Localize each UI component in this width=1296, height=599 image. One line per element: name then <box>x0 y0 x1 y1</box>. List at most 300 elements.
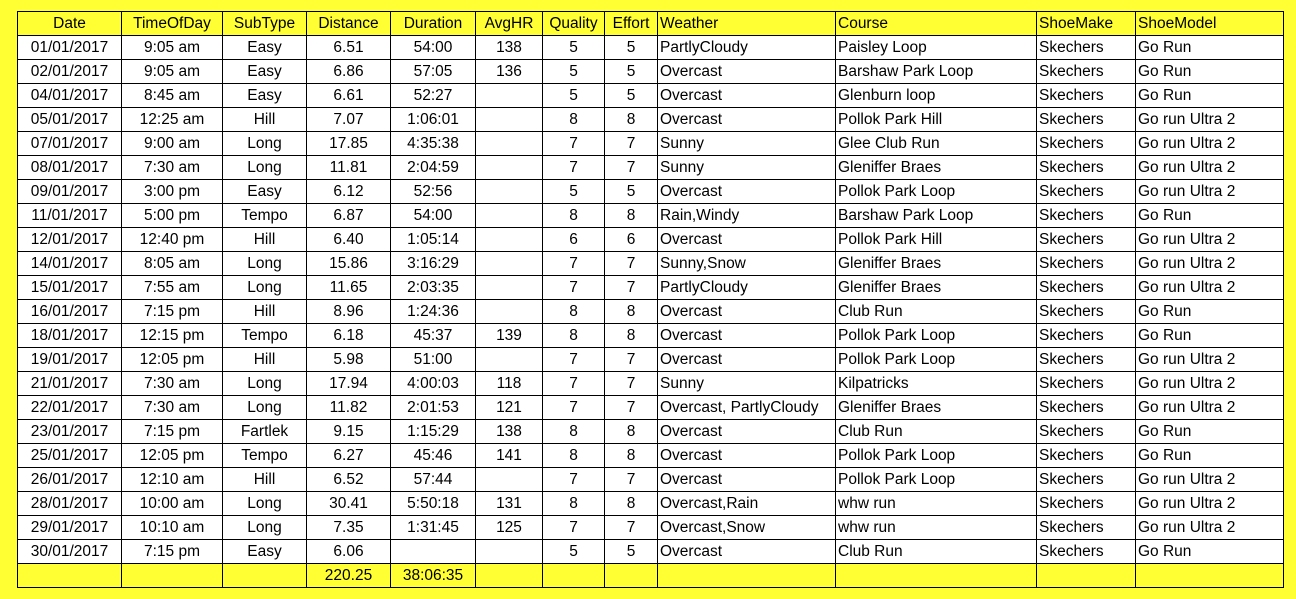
cell-course[interactable]: Gleniffer Braes <box>836 252 1037 276</box>
cell-weather[interactable]: Overcast,Rain <box>658 492 836 516</box>
cell-course[interactable]: Gleniffer Braes <box>836 156 1037 180</box>
cell-duration[interactable]: 45:37 <box>391 324 476 348</box>
cell-shoemake[interactable]: Skechers <box>1037 36 1136 60</box>
cell-subtype[interactable]: Easy <box>223 84 307 108</box>
cell-course[interactable]: Paisley Loop <box>836 36 1037 60</box>
cell-course[interactable]: Pollok Park Loop <box>836 324 1037 348</box>
cell-shoemake[interactable]: Skechers <box>1037 444 1136 468</box>
cell-shoemodel[interactable]: Go run Ultra 2 <box>1136 372 1284 396</box>
cell-weather[interactable]: Overcast <box>658 324 836 348</box>
cell-subtype[interactable]: Hill <box>223 228 307 252</box>
table-row <box>18 540 1284 564</box>
cell-shoemodel[interactable]: Go run Ultra 2 <box>1136 180 1284 204</box>
cell-quality[interactable]: 5 <box>543 540 605 564</box>
cell-avghr[interactable]: 136 <box>476 60 543 84</box>
cell-subtype[interactable]: Hill <box>223 300 307 324</box>
cell-quality[interactable]: 7 <box>543 252 605 276</box>
cell-avghr[interactable] <box>476 84 543 108</box>
cell-shoemake[interactable]: Skechers <box>1037 420 1136 444</box>
cell-avghr[interactable]: 131 <box>476 492 543 516</box>
cell-subtype[interactable]: Easy <box>223 540 307 564</box>
cell-duration[interactable]: 52:56 <box>391 180 476 204</box>
cell-distance[interactable]: 6.87 <box>307 204 391 228</box>
cell-course[interactable]: Pollok Park Loop <box>836 468 1037 492</box>
cell-shoemake[interactable]: Skechers <box>1037 84 1136 108</box>
cell-date[interactable]: 05/01/2017 <box>18 108 122 132</box>
cell-duration[interactable]: 57:05 <box>391 60 476 84</box>
cell-quality[interactable]: 5 <box>543 180 605 204</box>
cell-date[interactable]: 08/01/2017 <box>18 156 122 180</box>
cell-duration[interactable]: 57:44 <box>391 468 476 492</box>
cell-duration[interactable]: 51:00 <box>391 348 476 372</box>
cell-weather[interactable]: Sunny <box>658 156 836 180</box>
cell-avghr[interactable] <box>476 156 543 180</box>
cell-quality[interactable]: 7 <box>543 132 605 156</box>
cell-shoemake[interactable]: Skechers <box>1037 276 1136 300</box>
cell-weather[interactable]: Overcast <box>658 60 836 84</box>
cell-subtype[interactable]: Fartlek <box>223 420 307 444</box>
cell-shoemake[interactable]: Skechers <box>1037 372 1136 396</box>
cell-date[interactable]: 28/01/2017 <box>18 492 122 516</box>
cell-effort[interactable]: 8 <box>605 492 658 516</box>
cell-shoemodel[interactable]: Go run Ultra 2 <box>1136 132 1284 156</box>
cell-subtype[interactable]: Long <box>223 516 307 540</box>
cell-timeofday[interactable]: 7:30 am <box>122 396 223 420</box>
cell-subtype[interactable]: Long <box>223 156 307 180</box>
cell-course[interactable]: Barshaw Park Loop <box>836 60 1037 84</box>
cell-subtype[interactable]: Long <box>223 396 307 420</box>
cell-effort[interactable]: 5 <box>605 36 658 60</box>
cell-date[interactable]: 01/01/2017 <box>18 36 122 60</box>
cell-weather[interactable]: Rain,Windy <box>658 204 836 228</box>
cell-subtype[interactable]: Easy <box>223 180 307 204</box>
cell-duration[interactable]: 2:04:59 <box>391 156 476 180</box>
cell-weather[interactable]: PartlyCloudy <box>658 276 836 300</box>
cell-duration[interactable]: 1:06:01 <box>391 108 476 132</box>
cell-weather[interactable]: Overcast <box>658 180 836 204</box>
cell-course[interactable]: Pollok Park Loop <box>836 180 1037 204</box>
cell-weather[interactable]: PartlyCloudy <box>658 36 836 60</box>
cell-distance[interactable]: 6.86 <box>307 60 391 84</box>
cell-timeofday[interactable]: 12:15 pm <box>122 324 223 348</box>
cell-timeofday[interactable]: 9:00 am <box>122 132 223 156</box>
table-row <box>18 300 1284 324</box>
cell-date[interactable]: 23/01/2017 <box>18 420 122 444</box>
cell-distance[interactable]: 11.82 <box>307 396 391 420</box>
cell-course[interactable]: Club Run <box>836 540 1037 564</box>
cell-quality[interactable]: 8 <box>543 108 605 132</box>
cell-distance[interactable]: 15.86 <box>307 252 391 276</box>
cell-shoemake[interactable]: Skechers <box>1037 108 1136 132</box>
cell-shoemake[interactable]: Skechers <box>1037 156 1136 180</box>
cell-date[interactable]: 09/01/2017 <box>18 180 122 204</box>
cell-shoemake[interactable]: Skechers <box>1037 540 1136 564</box>
cell-duration[interactable]: 2:03:35 <box>391 276 476 300</box>
cell-weather[interactable]: Overcast, PartlyCloudy <box>658 396 836 420</box>
cell-date[interactable]: 19/01/2017 <box>18 348 122 372</box>
cell-shoemake[interactable]: Skechers <box>1037 132 1136 156</box>
total-cell-course[interactable] <box>836 564 1037 588</box>
cell-course[interactable]: Pollok Park Hill <box>836 108 1037 132</box>
cell-course[interactable]: Club Run <box>836 420 1037 444</box>
cell-course[interactable]: Pollok Park Loop <box>836 348 1037 372</box>
cell-shoemodel[interactable]: Go run Ultra 2 <box>1136 516 1284 540</box>
cell-distance[interactable]: 17.94 <box>307 372 391 396</box>
cell-avghr[interactable] <box>476 276 543 300</box>
total-cell-date[interactable] <box>18 564 122 588</box>
table-row <box>18 132 1284 156</box>
cell-timeofday[interactable]: 10:00 am <box>122 492 223 516</box>
cell-duration[interactable]: 1:24:36 <box>391 300 476 324</box>
cell-avghr[interactable]: 138 <box>476 420 543 444</box>
cell-timeofday[interactable]: 8:05 am <box>122 252 223 276</box>
cell-timeofday[interactable]: 12:10 am <box>122 468 223 492</box>
cell-timeofday[interactable]: 7:30 am <box>122 372 223 396</box>
cell-avghr[interactable]: 138 <box>476 36 543 60</box>
cell-distance[interactable]: 6.52 <box>307 468 391 492</box>
cell-weather[interactable]: Overcast <box>658 84 836 108</box>
cell-shoemake[interactable]: Skechers <box>1037 300 1136 324</box>
cell-timeofday[interactable]: 12:05 pm <box>122 444 223 468</box>
cell-duration[interactable]: 1:05:14 <box>391 228 476 252</box>
cell-duration[interactable]: 5:50:18 <box>391 492 476 516</box>
cell-quality[interactable]: 5 <box>543 36 605 60</box>
cell-distance[interactable]: 30.41 <box>307 492 391 516</box>
cell-avghr[interactable] <box>476 132 543 156</box>
cell-course[interactable]: Club Run <box>836 300 1037 324</box>
cell-duration[interactable]: 4:35:38 <box>391 132 476 156</box>
cell-duration[interactable]: 2:01:53 <box>391 396 476 420</box>
cell-shoemodel[interactable]: Go Run <box>1136 324 1284 348</box>
cell-avghr[interactable] <box>476 252 543 276</box>
cell-duration[interactable]: 54:00 <box>391 204 476 228</box>
cell-shoemake[interactable]: Skechers <box>1037 396 1136 420</box>
cell-effort[interactable]: 5 <box>605 84 658 108</box>
column-header-course: Course <box>836 12 1037 36</box>
cell-quality[interactable]: 7 <box>543 396 605 420</box>
cell-date[interactable]: 25/01/2017 <box>18 444 122 468</box>
table-row <box>18 444 1284 468</box>
cell-date[interactable]: 21/01/2017 <box>18 372 122 396</box>
cell-shoemake[interactable]: Skechers <box>1037 60 1136 84</box>
cell-distance[interactable]: 8.96 <box>307 300 391 324</box>
cell-weather[interactable]: Overcast <box>658 300 836 324</box>
cell-avghr[interactable] <box>476 468 543 492</box>
cell-effort[interactable]: 8 <box>605 204 658 228</box>
cell-shoemodel[interactable]: Go Run <box>1136 444 1284 468</box>
cell-course[interactable]: whw run <box>836 516 1037 540</box>
cell-avghr[interactable] <box>476 348 543 372</box>
cell-duration[interactable]: 45:46 <box>391 444 476 468</box>
cell-effort[interactable]: 7 <box>605 348 658 372</box>
totals-row-group <box>18 564 1284 588</box>
table-row <box>18 36 1284 60</box>
cell-distance[interactable]: 5.98 <box>307 348 391 372</box>
column-header-subtype: SubType <box>223 12 307 36</box>
cell-avghr[interactable] <box>476 540 543 564</box>
cell-subtype[interactable]: Long <box>223 276 307 300</box>
cell-quality[interactable]: 8 <box>543 324 605 348</box>
total-cell-shoemake[interactable] <box>1037 564 1136 588</box>
cell-timeofday[interactable]: 7:30 am <box>122 156 223 180</box>
cell-course[interactable]: Gleniffer Braes <box>836 276 1037 300</box>
cell-date[interactable]: 16/01/2017 <box>18 300 122 324</box>
cell-shoemake[interactable]: Skechers <box>1037 492 1136 516</box>
cell-date[interactable]: 22/01/2017 <box>18 396 122 420</box>
cell-shoemake[interactable]: Skechers <box>1037 252 1136 276</box>
cell-duration[interactable]: 1:15:29 <box>391 420 476 444</box>
total-cell-quality[interactable] <box>543 564 605 588</box>
cell-shoemake[interactable]: Skechers <box>1037 468 1136 492</box>
table-row <box>18 324 1284 348</box>
cell-timeofday[interactable]: 10:10 am <box>122 516 223 540</box>
cell-effort[interactable]: 7 <box>605 276 658 300</box>
cell-shoemodel[interactable]: Go Run <box>1136 84 1284 108</box>
total-cell-timeofday[interactable] <box>122 564 223 588</box>
cell-quality[interactable]: 7 <box>543 372 605 396</box>
cell-duration[interactable]: 3:16:29 <box>391 252 476 276</box>
cell-effort[interactable]: 5 <box>605 60 658 84</box>
cell-date[interactable]: 30/01/2017 <box>18 540 122 564</box>
cell-shoemodel[interactable]: Go Run <box>1136 420 1284 444</box>
cell-effort[interactable]: 8 <box>605 444 658 468</box>
cell-weather[interactable]: Overcast <box>658 420 836 444</box>
cell-course[interactable]: Glee Club Run <box>836 132 1037 156</box>
cell-quality[interactable]: 8 <box>543 492 605 516</box>
cell-subtype[interactable]: Hill <box>223 348 307 372</box>
cell-shoemake[interactable]: Skechers <box>1037 516 1136 540</box>
cell-shoemake[interactable]: Skechers <box>1037 228 1136 252</box>
cell-distance[interactable]: 11.81 <box>307 156 391 180</box>
cell-weather[interactable]: Overcast <box>658 228 836 252</box>
cell-course[interactable]: Pollok Park Hill <box>836 228 1037 252</box>
cell-date[interactable]: 29/01/2017 <box>18 516 122 540</box>
cell-subtype[interactable]: Long <box>223 372 307 396</box>
cell-avghr[interactable] <box>476 228 543 252</box>
cell-avghr[interactable] <box>476 108 543 132</box>
cell-subtype[interactable]: Hill <box>223 468 307 492</box>
cell-timeofday[interactable]: 5:00 pm <box>122 204 223 228</box>
cell-timeofday[interactable]: 12:05 pm <box>122 348 223 372</box>
cell-effort[interactable]: 7 <box>605 468 658 492</box>
cell-subtype[interactable]: Tempo <box>223 324 307 348</box>
cell-weather[interactable]: Overcast <box>658 444 836 468</box>
cell-effort[interactable]: 7 <box>605 516 658 540</box>
cell-date[interactable]: 07/01/2017 <box>18 132 122 156</box>
cell-duration[interactable]: 1:31:45 <box>391 516 476 540</box>
cell-shoemodel[interactable]: Go run Ultra 2 <box>1136 108 1284 132</box>
cell-avghr[interactable] <box>476 300 543 324</box>
cell-date[interactable]: 26/01/2017 <box>18 468 122 492</box>
cell-distance[interactable]: 6.51 <box>307 36 391 60</box>
cell-shoemodel[interactable]: Go run Ultra 2 <box>1136 468 1284 492</box>
cell-timeofday[interactable]: 7:15 pm <box>122 420 223 444</box>
cell-shoemodel[interactable]: Go Run <box>1136 204 1284 228</box>
cell-avghr[interactable]: 125 <box>476 516 543 540</box>
cell-weather[interactable]: Sunny <box>658 372 836 396</box>
cell-quality[interactable]: 5 <box>543 60 605 84</box>
cell-course[interactable]: Barshaw Park Loop <box>836 204 1037 228</box>
cell-date[interactable]: 11/01/2017 <box>18 204 122 228</box>
cell-shoemodel[interactable]: Go run Ultra 2 <box>1136 492 1284 516</box>
cell-weather[interactable]: Overcast <box>658 108 836 132</box>
cell-date[interactable]: 02/01/2017 <box>18 60 122 84</box>
cell-date[interactable]: 04/01/2017 <box>18 84 122 108</box>
cell-shoemodel[interactable]: Go Run <box>1136 60 1284 84</box>
cell-duration[interactable]: 52:27 <box>391 84 476 108</box>
cell-timeofday[interactable]: 9:05 am <box>122 60 223 84</box>
table-row <box>18 108 1284 132</box>
column-header-weather: Weather <box>658 12 836 36</box>
cell-shoemodel[interactable]: Go Run <box>1136 540 1284 564</box>
cell-avghr[interactable]: 118 <box>476 372 543 396</box>
column-header-shoemake: ShoeMake <box>1037 12 1136 36</box>
cell-distance[interactable]: 7.07 <box>307 108 391 132</box>
cell-quality[interactable]: 7 <box>543 516 605 540</box>
cell-date[interactable]: 12/01/2017 <box>18 228 122 252</box>
cell-weather[interactable]: Overcast <box>658 348 836 372</box>
cell-effort[interactable]: 8 <box>605 420 658 444</box>
cell-duration[interactable]: 4:00:03 <box>391 372 476 396</box>
cell-distance[interactable]: 6.61 <box>307 84 391 108</box>
cell-shoemodel[interactable]: Go run Ultra 2 <box>1136 348 1284 372</box>
cell-quality[interactable]: 8 <box>543 444 605 468</box>
cell-duration[interactable] <box>391 540 476 564</box>
table-row <box>18 228 1284 252</box>
cell-effort[interactable]: 8 <box>605 108 658 132</box>
cell-subtype[interactable]: Long <box>223 492 307 516</box>
column-header-quality: Quality <box>543 12 605 36</box>
cell-avghr[interactable]: 141 <box>476 444 543 468</box>
cell-quality[interactable]: 8 <box>543 300 605 324</box>
cell-subtype[interactable]: Easy <box>223 36 307 60</box>
cell-effort[interactable]: 7 <box>605 156 658 180</box>
cell-shoemodel[interactable]: Go run Ultra 2 <box>1136 228 1284 252</box>
cell-weather[interactable]: Overcast,Snow <box>658 516 836 540</box>
cell-subtype[interactable]: Tempo <box>223 204 307 228</box>
cell-subtype[interactable]: Tempo <box>223 444 307 468</box>
cell-effort[interactable]: 7 <box>605 396 658 420</box>
cell-timeofday[interactable]: 8:45 am <box>122 84 223 108</box>
total-cell-duration[interactable]: 38:06:35 <box>391 564 476 588</box>
cell-effort[interactable]: 5 <box>605 540 658 564</box>
cell-quality[interactable]: 7 <box>543 276 605 300</box>
cell-shoemodel[interactable]: Go run Ultra 2 <box>1136 276 1284 300</box>
cell-distance[interactable]: 7.35 <box>307 516 391 540</box>
cell-timeofday[interactable]: 7:55 am <box>122 276 223 300</box>
cell-timeofday[interactable]: 12:25 am <box>122 108 223 132</box>
total-cell-distance[interactable]: 220.25 <box>307 564 391 588</box>
cell-shoemake[interactable]: Skechers <box>1037 180 1136 204</box>
cell-timeofday[interactable]: 12:40 pm <box>122 228 223 252</box>
cell-timeofday[interactable]: 9:05 am <box>122 36 223 60</box>
cell-shoemake[interactable]: Skechers <box>1037 348 1136 372</box>
cell-subtype[interactable]: Hill <box>223 108 307 132</box>
cell-distance[interactable]: 9.15 <box>307 420 391 444</box>
cell-distance[interactable]: 6.06 <box>307 540 391 564</box>
cell-shoemodel[interactable]: Go Run <box>1136 36 1284 60</box>
total-cell-avghr[interactable] <box>476 564 543 588</box>
cell-effort[interactable]: 7 <box>605 252 658 276</box>
cell-quality[interactable]: 7 <box>543 468 605 492</box>
cell-quality[interactable]: 6 <box>543 228 605 252</box>
cell-shoemake[interactable]: Skechers <box>1037 204 1136 228</box>
cell-effort[interactable]: 7 <box>605 132 658 156</box>
cell-quality[interactable]: 8 <box>543 420 605 444</box>
cell-avghr[interactable] <box>476 180 543 204</box>
table-row <box>18 204 1284 228</box>
table-row <box>18 420 1284 444</box>
cell-duration[interactable]: 54:00 <box>391 36 476 60</box>
cell-shoemodel[interactable]: Go run Ultra 2 <box>1136 156 1284 180</box>
total-cell-weather[interactable] <box>658 564 836 588</box>
cell-quality[interactable]: 7 <box>543 348 605 372</box>
total-cell-effort[interactable] <box>605 564 658 588</box>
cell-course[interactable]: Pollok Park Loop <box>836 444 1037 468</box>
cell-course[interactable]: Kilpatricks <box>836 372 1037 396</box>
column-header-effort: Effort <box>605 12 658 36</box>
cell-shoemodel[interactable]: Go run Ultra 2 <box>1136 396 1284 420</box>
cell-subtype[interactable]: Easy <box>223 60 307 84</box>
cell-distance[interactable]: 6.12 <box>307 180 391 204</box>
cell-avghr[interactable]: 121 <box>476 396 543 420</box>
cell-course[interactable]: Gleniffer Braes <box>836 396 1037 420</box>
cell-date[interactable]: 15/01/2017 <box>18 276 122 300</box>
cell-shoemodel[interactable]: Go run Ultra 2 <box>1136 252 1284 276</box>
cell-effort[interactable]: 8 <box>605 324 658 348</box>
cell-subtype[interactable]: Long <box>223 252 307 276</box>
cell-effort[interactable]: 8 <box>605 300 658 324</box>
cell-distance[interactable]: 6.40 <box>307 228 391 252</box>
cell-timeofday[interactable]: 3:00 pm <box>122 180 223 204</box>
table-row <box>18 492 1284 516</box>
cell-effort[interactable]: 5 <box>605 180 658 204</box>
cell-effort[interactable]: 6 <box>605 228 658 252</box>
cell-subtype[interactable]: Long <box>223 132 307 156</box>
header-row <box>18 12 1284 36</box>
cell-distance[interactable]: 6.27 <box>307 444 391 468</box>
cell-timeofday[interactable]: 7:15 pm <box>122 300 223 324</box>
cell-effort[interactable]: 7 <box>605 372 658 396</box>
table-row <box>18 468 1284 492</box>
column-header-timeofday: TimeOfDay <box>122 12 223 36</box>
cell-course[interactable]: Glenburn loop <box>836 84 1037 108</box>
cell-distance[interactable]: 11.65 <box>307 276 391 300</box>
cell-quality[interactable]: 7 <box>543 156 605 180</box>
table-row <box>18 84 1284 108</box>
cell-distance[interactable]: 17.85 <box>307 132 391 156</box>
header-row-group <box>18 12 1284 36</box>
cell-date[interactable]: 18/01/2017 <box>18 324 122 348</box>
run-log-table <box>17 11 1284 588</box>
cell-avghr[interactable]: 139 <box>476 324 543 348</box>
total-cell-subtype[interactable] <box>223 564 307 588</box>
total-cell-shoemodel[interactable] <box>1136 564 1284 588</box>
cell-avghr[interactable] <box>476 204 543 228</box>
cell-quality[interactable]: 5 <box>543 84 605 108</box>
cell-timeofday[interactable]: 7:15 pm <box>122 540 223 564</box>
cell-date[interactable]: 14/01/2017 <box>18 252 122 276</box>
cell-shoemake[interactable]: Skechers <box>1037 324 1136 348</box>
cell-weather[interactable]: Sunny <box>658 132 836 156</box>
cell-quality[interactable]: 8 <box>543 204 605 228</box>
cell-weather[interactable]: Overcast <box>658 540 836 564</box>
cell-weather[interactable]: Sunny,Snow <box>658 252 836 276</box>
cell-course[interactable]: whw run <box>836 492 1037 516</box>
cell-weather[interactable]: Overcast <box>658 468 836 492</box>
cell-shoemodel[interactable]: Go Run <box>1136 300 1284 324</box>
cell-distance[interactable]: 6.18 <box>307 324 391 348</box>
